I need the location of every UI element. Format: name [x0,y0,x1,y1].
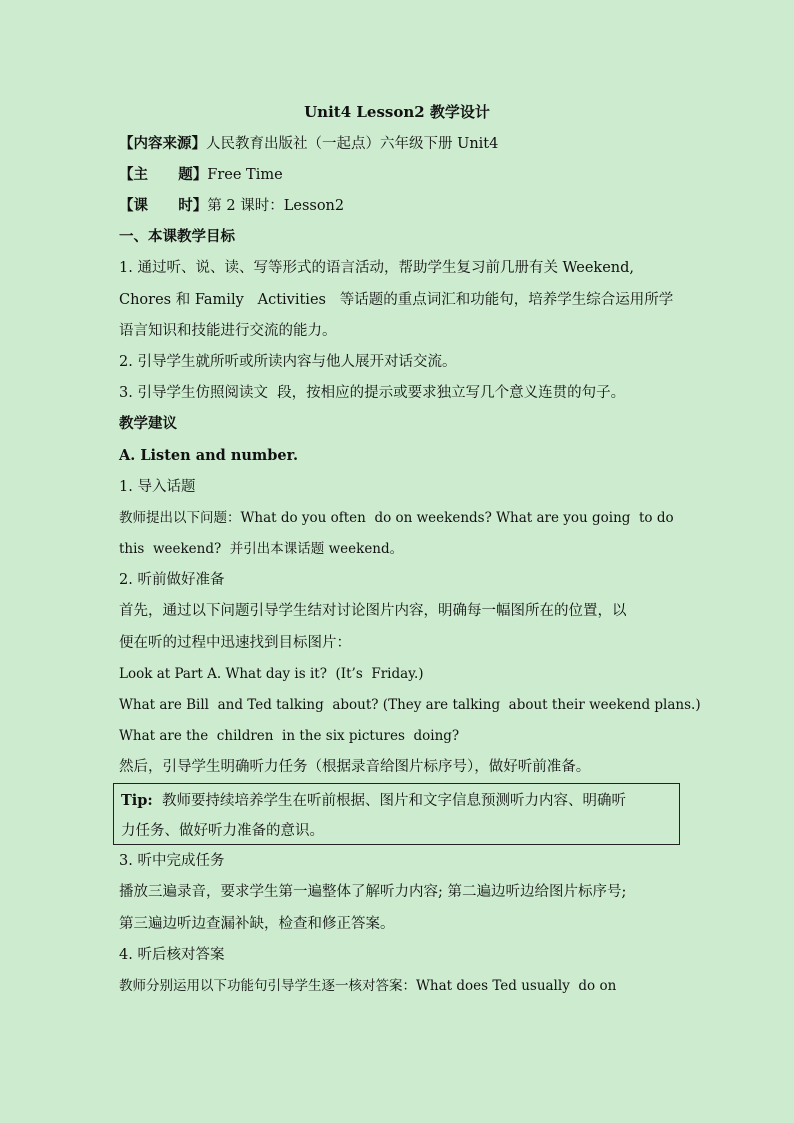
tip-box [113,783,680,845]
meta-topic-label: 【主 题】 [119,166,208,183]
step4-heading: 4. 听后核对答案 [119,947,225,963]
question-line: What are the children in the six pictures doing? [119,728,460,744]
meta-source-value: 人民教育出版社（一起点）六年级下册 Unit4 [206,136,499,152]
section-heading-goals: 一、本课教学目标 [119,228,235,245]
step1-text: this weekend? 并引出本课话题 weekend。 [119,541,404,557]
section-heading-suggestions: 教学建议 [119,415,177,432]
meta-period [119,196,344,216]
goal-line: 2. 引导学生就所听或所读内容与他人展开对话交流。 [119,354,457,370]
step2-text: 便在听的过程中迅速找到目标图片： [119,635,351,651]
tip-line-1 [121,791,626,811]
step3-text: 第三遍边听边查漏补缺，检查和修正答案。 [119,916,395,932]
step1-text: 教师提出以下问题：What do you often do on weekends? What are you going to do [119,510,674,526]
tip-line-2: 力任务、做好听力准备的意识。 [121,823,324,839]
goal-line: 1. 通过听、说、读、写等形式的语言活动，帮助学生复习前几册有关 Weekend, [119,260,635,276]
part-a-heading: A. Listen and number. [119,447,298,464]
question-line: Look at Part A. What day is it? (It’s Friday.) [119,666,424,682]
meta-period-label: 【课 时】 [119,197,208,214]
tip-label: Tip: [121,792,153,809]
document-title: Unit4 Lesson2 教学设计 [304,103,490,121]
meta-source [119,134,498,154]
step1-heading: 1. 导入话题 [119,479,196,495]
meta-topic [119,165,283,185]
meta-topic-value: Free Time [207,167,283,183]
step2-text: 首先，通过以下问题引导学生结对讨论图片内容，明确每一幅图所在的位置，以 [119,603,627,619]
step3-heading: 3. 听中完成任务 [119,853,225,869]
step4-text: 教师分别运用以下功能句引导学生逐一核对答案：What does Ted usually do on [119,978,617,994]
meta-source-label: 【内容来源】 [119,135,206,152]
tip-text: 教师要持续培养学生在听前根据、图片和文字信息预测听力内容、明确听 [152,793,627,809]
step3-text: 播放三遍录音，要求学生第一遍整体了解听力内容; 第二遍边听边给图片标序号; [119,884,627,900]
question-line: What are Bill and Ted talking about? (They are talking about their weekend plans.) [119,697,701,713]
step2-heading: 2. 听前做好准备 [119,572,225,588]
step2-after: 然后，引导学生明确听力任务（根据录音给图片标序号），做好听前准备。 [119,759,591,775]
meta-period-value: 第 2 课时：Lesson2 [207,198,345,214]
goal-line: 3. 引导学生仿照阅读文 段，按相应的提示或要求独立写几个意义连贯的句子。 [119,385,626,401]
goal-line: 语言知识和技能进行交流的能力。 [119,323,337,339]
goal-line: Chores 和 Family Activities 等话题的重点词汇和功能句，培养学生综合运用所学 [119,292,674,308]
